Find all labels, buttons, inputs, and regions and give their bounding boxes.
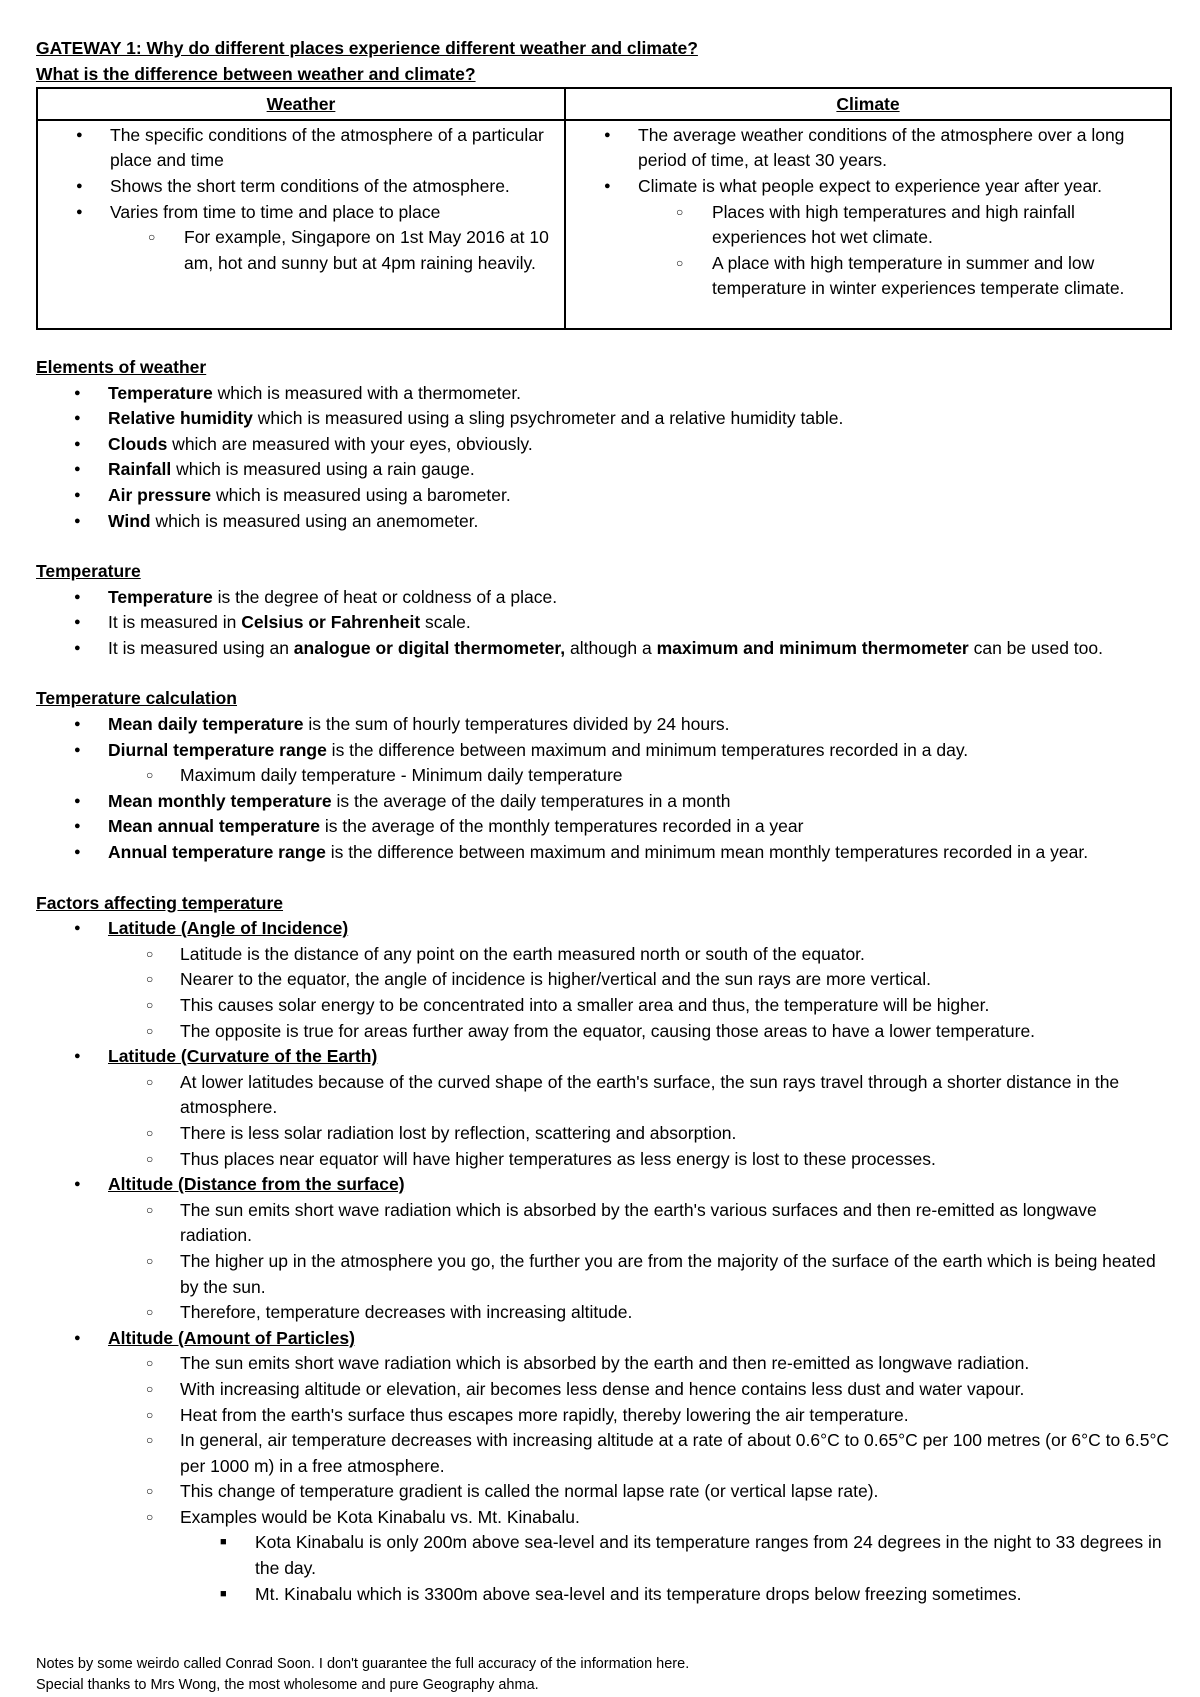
list-item-text: Shows the short term conditions of the atmosphere. — [110, 175, 510, 196]
sub-list-item-text: A place with high temperature in summer and low temperature in winter experiences temperate climate. — [712, 252, 1125, 299]
term: Mean daily temperature — [108, 714, 304, 735]
weather-climate-table — [36, 87, 1172, 330]
document-page — [36, 36, 1170, 1607]
list-item — [36, 432, 1170, 458]
sub-list-item — [36, 1070, 1170, 1121]
sub-list-item — [36, 1428, 1170, 1479]
list-item — [36, 610, 1170, 636]
sub-list-item — [36, 1198, 1170, 1249]
sub-list-item — [36, 993, 1170, 1019]
section-heading-factors: Factors affecting temperature — [36, 892, 284, 913]
definition: which is measured using an anemometer. — [150, 510, 479, 531]
list-item-text: Climate is what people expect to experience year after year. — [638, 175, 1102, 196]
term: Air pressure — [108, 484, 212, 505]
list-item — [36, 1326, 1170, 1608]
term: Annual temperature range — [108, 842, 326, 863]
sub-list-item — [36, 1019, 1170, 1045]
factor-title: Altitude (Amount of Particles) — [108, 1327, 355, 1348]
list-item-text: The average weather conditions of the atmosphere over a long period of time, at least 30 years. — [638, 124, 1125, 171]
sub-list-item-text: Nearer to the equator, the angle of incidence is higher/vertical and the sun rays are more vertical. — [180, 969, 931, 990]
list-item — [36, 457, 1170, 483]
sub-list-item-text: Maximum daily temperature - Minimum daily temperature — [180, 765, 623, 786]
term: maximum and minimum thermometer — [656, 637, 969, 658]
sub-list-item — [566, 251, 1160, 302]
list-item — [36, 636, 1170, 662]
sub-list-item-text: The higher up in the atmosphere you go, the further you are from the majority of the surface of the earth which is being heated by the sun. — [180, 1250, 1156, 1297]
sub-sub-list-item-text: Kota Kinabalu is only 200m above sea-level and its temperature ranges from 24 degrees in the night to 33 degrees in the day. — [255, 1532, 1162, 1579]
weather-cell — [37, 120, 565, 329]
list-item — [36, 381, 1170, 407]
temperature-list — [36, 585, 1170, 662]
definition: is the difference between maximum and minimum mean monthly temperatures recorded in a year. — [325, 842, 1089, 863]
sub-list-item — [36, 942, 1170, 968]
definition: which is measured with a thermometer. — [212, 382, 522, 403]
sub-list-item-text: Latitude is the distance of any point on the earth measured north or south of the equator. — [180, 943, 865, 964]
term: Temperature — [108, 586, 213, 607]
list-item — [36, 1172, 1170, 1326]
definition: which is measured using a rain gauge. — [171, 459, 475, 480]
list-item — [566, 174, 1160, 302]
sub-list-item — [36, 1377, 1170, 1403]
text: can be used too. — [968, 637, 1104, 658]
sub-list-item — [36, 1351, 1170, 1377]
section-heading-elements: Elements of weather — [36, 356, 207, 377]
term: Diurnal temperature range — [108, 739, 327, 760]
factors-list — [36, 916, 1170, 1607]
text: although a — [565, 637, 657, 658]
sub-list-item-text: Heat from the earth's surface thus escapes more rapidly, thereby lowering the air temperature. — [180, 1404, 909, 1425]
climate-cell — [565, 120, 1171, 329]
term: analogue or digital thermometer, — [293, 637, 566, 658]
sub-list-item-text: Places with high temperatures and high rainfall experiences hot wet climate. — [712, 201, 1075, 248]
text: scale. — [420, 612, 471, 633]
list-item-text: The specific conditions of the atmosphere of a particular place and time — [110, 124, 544, 171]
text: It is measured in — [108, 612, 242, 633]
list-item — [36, 789, 1170, 815]
list-item — [36, 483, 1170, 509]
page-title: GATEWAY 1: Why do different places experience different weather and climate? — [36, 38, 698, 58]
definition: which is measured using a sling psychrometer and a relative humidity table. — [252, 408, 844, 429]
sub-sub-list-item — [36, 1530, 1170, 1581]
list-item — [36, 814, 1170, 840]
sub-list-item — [36, 1403, 1170, 1429]
list-item — [38, 200, 554, 277]
list-item — [36, 738, 1170, 789]
sub-list-item — [36, 1479, 1170, 1505]
sub-list-item-text: There is less solar radiation lost by reflection, scattering and absorption. — [180, 1122, 737, 1143]
sub-list-item — [36, 967, 1170, 993]
list-item — [38, 123, 554, 174]
list-item — [38, 174, 554, 200]
sub-list-item — [36, 1147, 1170, 1173]
section-heading-temperature: Temperature — [36, 561, 141, 582]
text: It is measured using an — [108, 637, 294, 658]
definition: is the difference between maximum and minimum temperatures recorded in a day. — [326, 739, 969, 760]
sub-list-item — [38, 225, 554, 276]
climate-header: Climate — [565, 88, 1171, 120]
term: Rainfall — [108, 459, 172, 480]
factor-title: Altitude (Distance from the surface) — [108, 1174, 405, 1195]
sub-list-item — [36, 1505, 1170, 1607]
sub-list-item — [36, 1300, 1170, 1326]
sub-list-item-text: With increasing altitude or elevation, air becomes less dense and hence contains less dust and water vapour. — [180, 1378, 1025, 1399]
section-heading-calculation: Temperature calculation — [36, 688, 237, 709]
elements-list — [36, 381, 1170, 535]
sub-list-item-text: Thus places near equator will have higher temperatures as less energy is lost to these processes. — [180, 1148, 936, 1169]
sub-list-item-text: Examples would be Kota Kinabalu vs. Mt. Kinabalu. — [180, 1506, 580, 1527]
definition: is the sum of hourly temperatures divided by 24 hours. — [303, 714, 730, 735]
footer-line-author: Notes by some weirdo called Conrad Soon. I don't guarantee the full accuracy of the information here. — [36, 1656, 690, 1672]
sub-list-item — [36, 763, 1170, 789]
definition: which is measured using a barometer. — [211, 484, 511, 505]
sub-list-item-text: The sun emits short wave radiation which is absorbed by the earth and then re-emitted as longwave radiation. — [180, 1353, 1030, 1374]
sub-list-item-text: This change of temperature gradient is called the normal lapse rate (or vertical lapse rate). — [180, 1481, 879, 1502]
list-item — [36, 585, 1170, 611]
sub-list-item — [566, 200, 1160, 251]
list-item — [36, 509, 1170, 535]
sub-list-item-text: This causes solar energy to be concentrated into a smaller area and thus, the temperature will be higher. — [180, 995, 990, 1015]
list-item — [566, 123, 1160, 174]
sub-list-item-text: In general, air temperature decreases with increasing altitude at a rate of about 0.6°C to 0.65°C per 100 metres (or 6°C to 6.5°C per 1000 m) in a free atmosphere. — [180, 1430, 1170, 1476]
list-item — [36, 840, 1170, 866]
footer-line-thanks: Special thanks to Mrs Wong, the most wholesome and pure Geography ahma. — [36, 1677, 539, 1693]
list-item — [36, 1044, 1170, 1172]
sub-list-item-text: Therefore, temperature decreases with increasing altitude. — [180, 1302, 633, 1323]
term: Mean annual temperature — [108, 816, 320, 837]
term: Clouds — [108, 433, 168, 454]
term: Wind — [108, 510, 151, 531]
sub-list-item-text: For example, Singapore on 1st May 2016 at 10 am, hot and sunny but at 4pm raining heavily. — [184, 227, 549, 273]
definition: is the average of the monthly temperatures recorded in a year — [320, 816, 804, 837]
sub-list-item — [36, 1249, 1170, 1300]
factor-title: Latitude (Curvature of the Earth) — [108, 1046, 378, 1067]
list-item-text: Varies from time to time and place to place — [110, 201, 441, 222]
list-item — [36, 916, 1170, 1044]
page-subtitle: What is the difference between weather and climate? — [36, 63, 476, 84]
sub-list-item-text: The sun emits short wave radiation which is absorbed by the earth's various surfaces and then re-emitted as longwave radiation. — [180, 1199, 1097, 1246]
sub-list-item-text: The opposite is true for areas further away from the equator, causing those areas to have a lower temperature. — [180, 1020, 1036, 1041]
sub-list-item — [36, 1121, 1170, 1147]
sub-list-item-text: At lower latitudes because of the curved shape of the earth's surface, the sun rays travel through a shorter distance in the atmosphere. — [180, 1071, 1120, 1118]
calculation-list — [36, 712, 1170, 866]
weather-header: Weather — [37, 88, 565, 120]
term: Celsius or Fahrenheit — [241, 612, 421, 633]
factor-title: Latitude (Angle of Incidence) — [108, 918, 349, 939]
term: Mean monthly temperature — [108, 790, 332, 811]
sub-sub-list-item-text: Mt. Kinabalu which is 3300m above sea-level and its temperature drops below freezing sometimes. — [255, 1583, 1022, 1604]
term: Temperature — [108, 382, 213, 403]
term: Relative humidity — [108, 408, 253, 429]
definition: is the average of the daily temperatures in a month — [331, 790, 731, 811]
definition: which are measured with your eyes, obviously. — [167, 433, 533, 454]
definition: is the degree of heat or coldness of a place. — [212, 586, 558, 607]
list-item — [36, 406, 1170, 432]
sub-sub-list-item — [36, 1582, 1170, 1608]
footer-note — [36, 1654, 689, 1696]
list-item — [36, 712, 1170, 738]
